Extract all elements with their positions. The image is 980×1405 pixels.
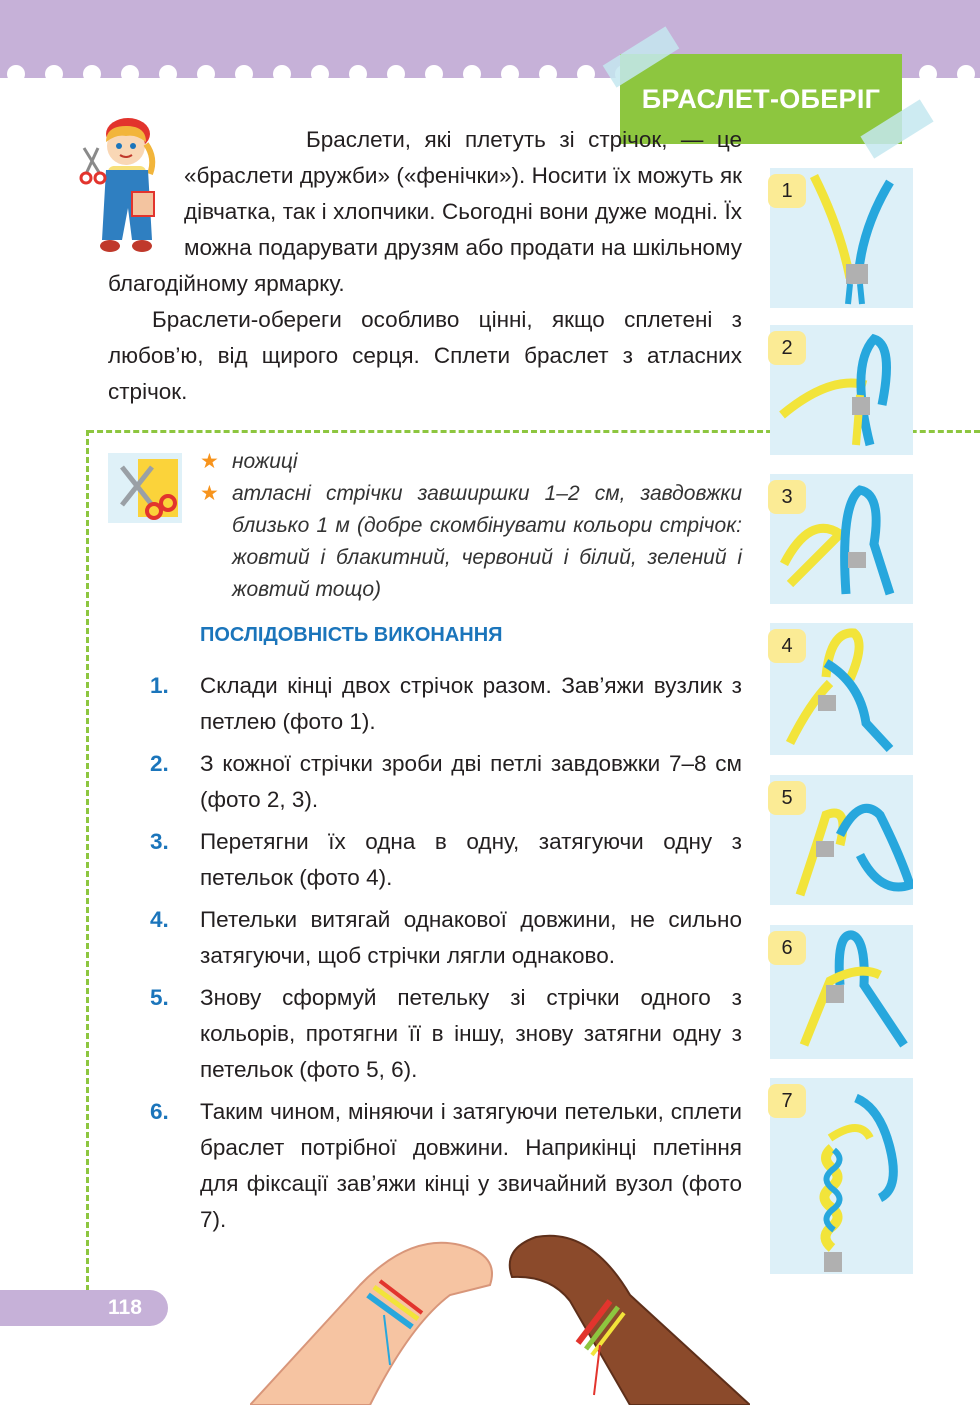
intro-paragraph: Браслети, які плетуть зі стрічок, — це «браслети дружби» («фенічки»). Носити їх можуть як дівчатка, так і хлопчики. Сьогодні вони дуже модні. Їх можна подарувати друзям або продати на шкільному благодійному ярмарку. [108,127,742,296]
step-number-badge: 3 [768,480,806,514]
star-icon: ★ [200,482,219,505]
step-number-badge: 7 [768,1084,806,1118]
steps-list [150,668,742,1244]
list-item: 4. Петельки витягай однакової довжини, не сильно затягуючи, щоб стрічки лягли однаково. [150,907,742,968]
section-title: ПОСЛІДОВНІСТЬ ВИКОНАННЯ [200,624,503,646]
star-icon: ★ [200,450,219,473]
step-photo-3 [770,474,913,604]
step-photo-5 [770,775,913,905]
step-number-badge: 4 [768,629,806,663]
step-photo-6 [770,925,913,1059]
step-photo-4 [770,623,913,755]
step-number-badge: 6 [768,931,806,965]
hands-with-bracelets-illustration [250,1215,750,1405]
step-number-badge: 1 [768,174,806,208]
list-item: 1. Склади кінці двох стрічок разом. Зав’яжи вузлик з петлею (фото 1). [150,673,742,734]
list-item: 6. Таким чином, міняючи і затягуючи петельки, сплети браслет потрібної довжини. Наприкінці плетіння для фіксації зав’яжи кінці у звичайний вузол (фото 7). [150,1099,742,1232]
step-photo-2 [770,325,913,455]
step-photo-7 [770,1078,913,1274]
list-item: 5. Знову сформуй петельку зі стрічки одного з кольорів, протягни її в іншу, знову затягни одну з петельок (фото 5, 6). [150,985,742,1082]
step-number-badge: 5 [768,781,806,815]
intro-text [108,122,742,410]
list-item: 3. Перетягни їх одна в одну, затягуючи одну з петельок (фото 4). [150,829,742,890]
intro-paragraph: Браслети-обереги особливо цінні, якщо сплетені з любов’ю, від щирого серця. Сплети браслет з атласних стрічок. [108,307,742,404]
list-item: ★ атласні стрічки завширшки 1–2 см, завдовжки близько 1 м (добре скомбінувати кольори стрічок: жовтий і блакитний, червоний і білий, зелений і жовтий тощо) [200,478,742,606]
step-number-badge: 2 [768,331,806,365]
dashed-divider [86,430,89,1300]
materials-list [200,446,742,606]
page-title: БРАСЛЕТ-ОБЕРІГ [620,54,902,144]
list-item: ★ ножиці [200,446,742,478]
scissors-and-paper-icon [108,453,182,523]
step-photo-1 [770,168,913,308]
page-number: 118 [0,1290,168,1326]
list-item: 2. З кожної стрічки зроби дві петлі завдовжки 7–8 см (фото 2, 3). [150,751,742,812]
